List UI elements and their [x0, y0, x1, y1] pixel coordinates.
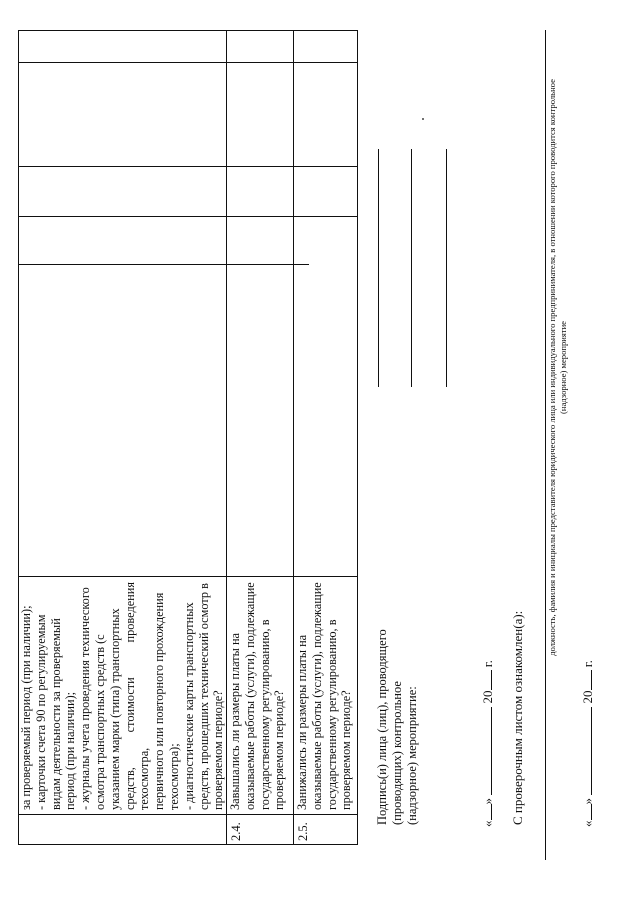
date-field: «» 20 г.	[480, 660, 495, 827]
checklist-table	[18, 30, 358, 845]
day-blank[interactable]	[580, 805, 592, 821]
continued-item-text: за проверяемый период (при наличии); - карточки счета 90 по регулируемым видам деятельности за проверяемый период (при наличии); - журналы учета проведения технического осмотра транспортных средств (с указанием марки (типа) транспортных средств, стоимости проведения техосмотра, первичного или повторного прохождения техосмотра); - диагностические карты транспортных средств, прошедших технический осмотр в проверяемом периоде?	[19, 582, 226, 810]
table-border-bottom	[357, 30, 358, 845]
month-blank[interactable]	[580, 707, 592, 795]
stray-mark	[422, 118, 424, 120]
row-number: 2.5.	[296, 822, 310, 841]
table-border-left	[18, 844, 358, 845]
question-text: Завышались ли размеры платы на оказываемые работы (услуги), подлежащие государственному регулированию, в проверяемом периоде?	[228, 582, 287, 810]
signature-line	[446, 149, 447, 387]
month-blank[interactable]	[480, 707, 492, 795]
table-border-right	[18, 30, 358, 31]
column-divider	[18, 166, 357, 167]
date-field: «» 20 г.	[580, 660, 595, 827]
day-blank[interactable]	[480, 805, 492, 821]
row-number: 2.4.	[229, 822, 243, 841]
question-text: Занижались ли размеры платы на оказываемые работы (услуги), подлежащие государственному регулированию, в проверяемом периоде?	[295, 582, 354, 810]
column-divider	[18, 264, 309, 265]
acquaintance-line	[545, 30, 546, 860]
column-divider	[18, 814, 358, 815]
row-divider	[293, 30, 294, 845]
acquaintance-caption: должность, фамилия и инициалы представителя юридического лица или индивидуального предпринимателя, в отношении которого проводится контрольное (надзорное) мероприятие	[547, 79, 568, 656]
column-divider	[18, 216, 357, 217]
signature-label: Подпись(и) лица (лиц), проводящего (проводящих) контрольное (надзорное) мероприятие:	[375, 629, 419, 825]
column-divider	[18, 62, 357, 63]
year-blank[interactable]	[480, 671, 492, 691]
acquaintance-text: С проверочным листом ознакомлен(а):	[510, 610, 525, 825]
year-blank[interactable]	[580, 671, 592, 691]
signature-line	[378, 149, 379, 387]
signature-line	[411, 149, 412, 387]
column-divider	[18, 576, 358, 577]
